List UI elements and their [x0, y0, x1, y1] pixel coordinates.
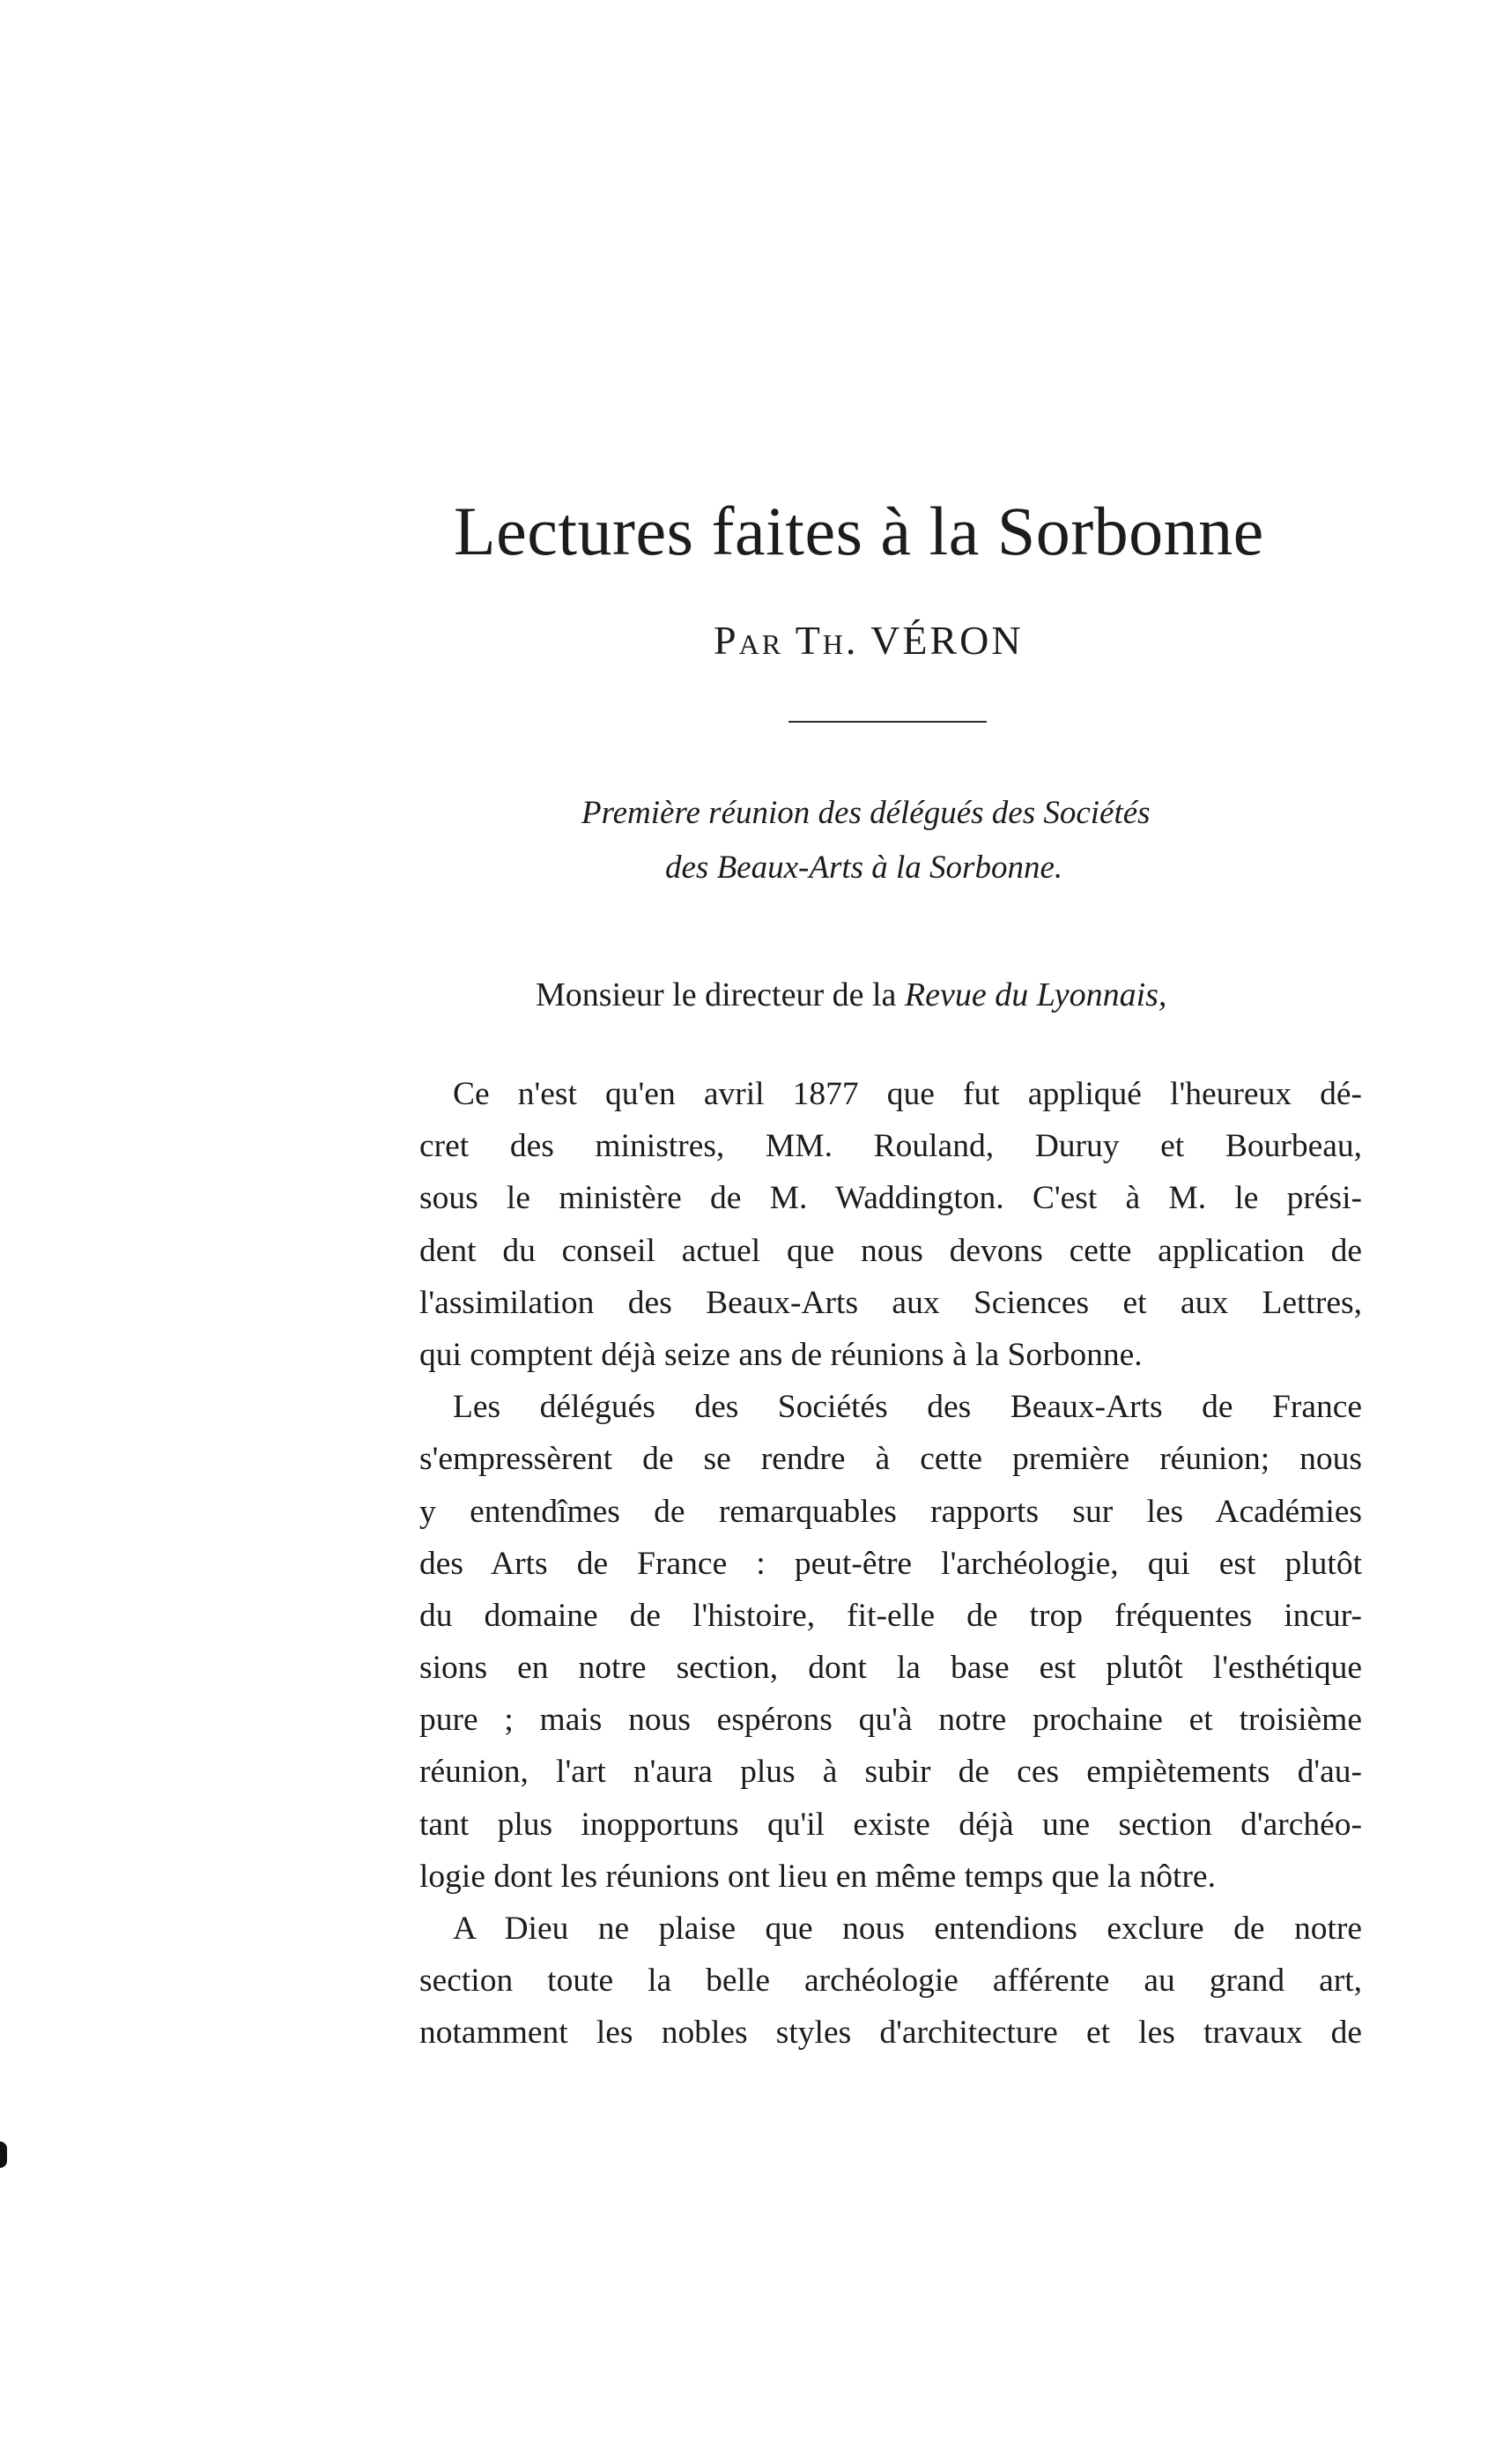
text-line: l'assimilation des Beaux-Arts aux Sciences et aux Lettres, — [419, 1284, 1362, 1321]
text-line: Les délégués des Sociétés des Beaux-Arts de France — [453, 1389, 1362, 1426]
salutation-text: Monsieur le directeur de la — [536, 976, 905, 1013]
salutation-journal-name: Revue du Lyonnais, — [904, 976, 1167, 1013]
subtitle-line-2: des Beaux-Arts à la Sorbonne. — [665, 850, 1063, 886]
page-edge-mark — [0, 2141, 7, 2168]
article-title: Lectures faites à la Sorbonne — [454, 493, 1264, 569]
byline-name: VÉRON — [870, 618, 1024, 663]
subtitle — [493, 786, 1286, 895]
text-line: sous le ministère de M. Waddington. C'est à M. le prési- — [419, 1180, 1362, 1217]
text-line: tant plus inopportuns qu'il existe déjà une section d'archéo- — [419, 1806, 1362, 1843]
body-text — [419, 1068, 1362, 2060]
byline — [714, 617, 1024, 664]
text-line: s'empressèrent de se rendre à cette première réunion; nous — [419, 1441, 1362, 1478]
text-line: sions en notre section, dont la base est plutôt l'esthétique — [419, 1650, 1362, 1687]
subtitle-line-1: Première réunion des délégués des Sociétés — [581, 795, 1151, 831]
text-line: y entendîmes de remarquables rapports sur les Académies — [419, 1493, 1362, 1530]
title-divider — [788, 721, 987, 723]
text-line: réunion, l'art n'aura plus à subir de ces empiètements d'au- — [419, 1754, 1362, 1791]
byline-prefix: Par Th. — [714, 618, 859, 663]
text-line: des Arts de France : peut-être l'archéologie, qui est plutôt — [419, 1545, 1362, 1582]
text-line: cret des ministres, MM. Rouland, Duruy et Bourbeau, — [419, 1128, 1362, 1165]
text-line: section toute la belle archéologie afférente au grand art, — [419, 1963, 1362, 2000]
salutation — [536, 976, 1166, 1014]
text-line: notamment les nobles styles d'architecture et les travaux de — [419, 2015, 1362, 2052]
text-line: A Dieu ne plaise que nous entendions exclure de notre — [453, 1911, 1362, 1947]
text-line: du domaine de l'histoire, fit-elle de trop fréquentes incur- — [419, 1597, 1362, 1634]
text-line: qui comptent déjà seize ans de réunions à la Sorbonne. — [419, 1336, 1143, 1373]
text-line: pure ; mais nous espérons qu'à notre prochaine et troisième — [419, 1702, 1362, 1739]
text-line: Ce n'est qu'en avril 1877 que fut appliqué l'heureux dé- — [453, 1076, 1362, 1112]
text-line: logie dont les réunions ont lieu en même temps que la nôtre. — [419, 1858, 1216, 1895]
text-line: dent du conseil actuel que nous devons cette application de — [419, 1232, 1362, 1269]
